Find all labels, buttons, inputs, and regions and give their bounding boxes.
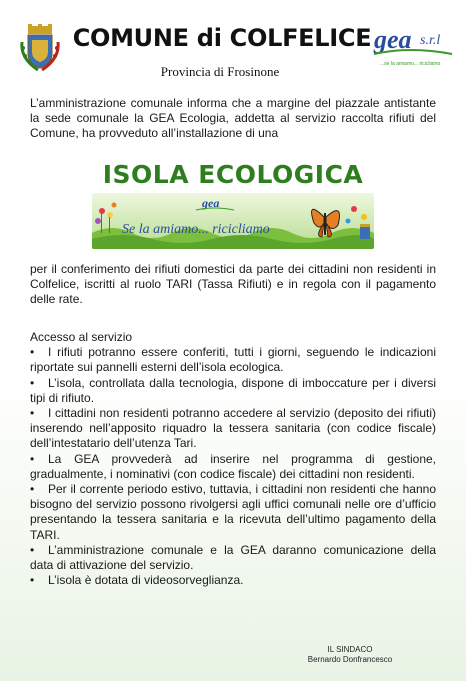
signature-role: IL SINDACO <box>327 645 373 654</box>
list-item-text: I cittadini non residenti potranno accedere al servizio (deposito dei rifiuti) inserendo nell’apposito riquadro la tessera sanitaria (con codice fiscale) dell’intestatario dell’utenza Tari. <box>30 406 436 451</box>
bullet: • <box>30 451 35 466</box>
header <box>0 0 466 92</box>
signature-block <box>280 645 420 665</box>
gea-logo-tagline: ...se la amiamo... ricicliamo <box>380 61 441 67</box>
list-item <box>30 482 436 543</box>
bullet: • <box>30 375 35 390</box>
list-item-text: L’amministrazione comunale e la GEA daranno comunicazione della data di attivazione del servizio. <box>30 542 436 573</box>
list-item-text: L’isola, controllata dalla tecnologia, dispone di imboccature per i diversi tipi di rifiuto. <box>30 375 436 405</box>
banner-slogan: Se la amiamo... ricicliamo <box>122 222 270 237</box>
list-item <box>30 345 436 375</box>
list-item <box>30 376 436 406</box>
list-item <box>30 543 436 573</box>
list-item-text: La GEA provvederà ad inserire nel programma di gestione, gradualmente, i nominativi (con codice fiscale) dei cittadini non residenti. <box>30 451 436 481</box>
signature-name: Bernardo Donfrancesco <box>307 655 393 664</box>
access-section <box>30 330 436 588</box>
isola-ecologica-heading: ISOLA ECOLOGICA <box>102 160 364 189</box>
municipal-crest-icon <box>18 24 62 74</box>
access-list <box>30 345 436 588</box>
intro-paragraph: L’amministrazione comunale informa che a margine del piazzale antistante la sede comunale la GEA Ecologia, addetta al servizio raccolta rifiuti del Comune, ha provveduto all’installazione di una <box>30 96 436 140</box>
gea-logo-text: gea <box>374 25 412 54</box>
bullet: • <box>30 482 35 497</box>
page-subtitle: Provincia di Frosinone <box>160 64 280 79</box>
list-item <box>30 452 436 482</box>
bullet: • <box>30 345 35 360</box>
bullet: • <box>30 406 35 421</box>
banner-crest-icon <box>360 224 370 239</box>
page-title: COMUNE di COLFELICE <box>72 24 372 52</box>
bullet: • <box>30 542 35 557</box>
bullet: • <box>30 573 35 588</box>
list-item-text: L’isola è dotata di videosorveglianza. <box>48 573 244 588</box>
gea-logo <box>370 24 456 72</box>
list-item-text: Per il corrente periodo estivo, tuttavia, i cittadini non residenti che hanno bisogno del servizio possono rivolgersi agli uffici comunali nelle ore d’ufficio presentando la tessera sanitaria e la ricevuta dell’ultimo pagamento della TARI. <box>30 482 436 542</box>
banner-logo-text: gea <box>202 196 220 210</box>
access-heading: Accesso al servizio <box>30 330 133 344</box>
gea-logo-suffix: s.r.l <box>420 33 441 48</box>
list-item <box>30 406 436 452</box>
list-item <box>30 573 436 588</box>
body-paragraph: per il conferimento dei rifiuti domestici da parte dei cittadini non residenti in Colfelice, iscritti al ruolo TARI (Tassa Rifiuti) e in regola con il pagamento delle rate. <box>30 262 436 307</box>
list-item-text: I rifiuti potranno essere conferiti, tutti i giorni, seguendo le indicazioni riportate sui pannelli esterni dell’isola ecologica. <box>30 345 436 375</box>
gea-banner-image <box>92 193 374 249</box>
